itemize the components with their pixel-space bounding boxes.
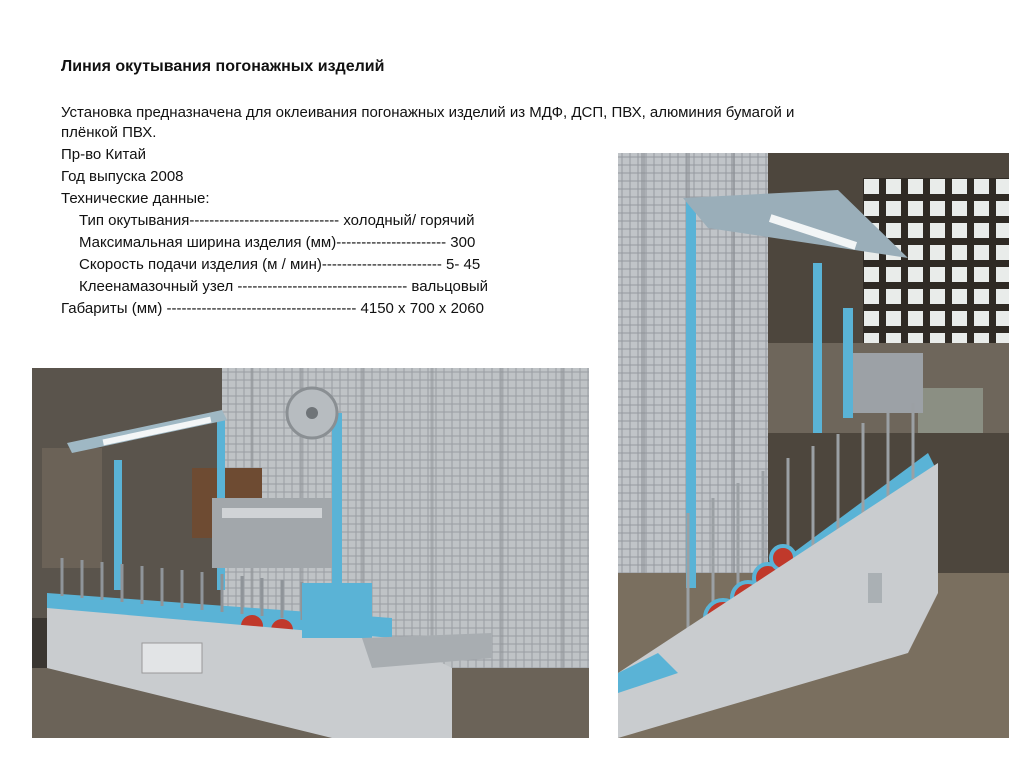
tech-header: Технические данные:: [61, 190, 210, 207]
page-title: Линия окутывания погонажных изделий: [61, 58, 385, 75]
spec-glue: Клеенамазочный узел ---------------------------------- вальцовый: [79, 278, 489, 295]
dimensions-text: Габариты (мм) -------------------------------------- 4150 х 700 х 2060: [61, 300, 484, 317]
description-line-1: Установка предназначена для оклеивания погонажных изделий из МДФ, ДСП, ПВХ, алюминия бумагой и: [61, 104, 795, 121]
machine-photo-right: [618, 153, 1009, 738]
origin-text: Пр-во Китай: [61, 146, 146, 163]
spec-type: Тип окутывания------------------------------ холодный/ горячий: [79, 212, 475, 229]
spec-width: Максимальная ширина изделия (мм)---------------------- 300: [79, 234, 476, 251]
description-line-2: плёнкой ПВХ.: [61, 124, 157, 141]
year-text: Год выпуска 2008: [61, 168, 184, 185]
machine-photo-left: [32, 368, 589, 738]
spec-speed: Скорость подачи изделия (м / мин)------------------------ 5- 45: [79, 256, 481, 273]
